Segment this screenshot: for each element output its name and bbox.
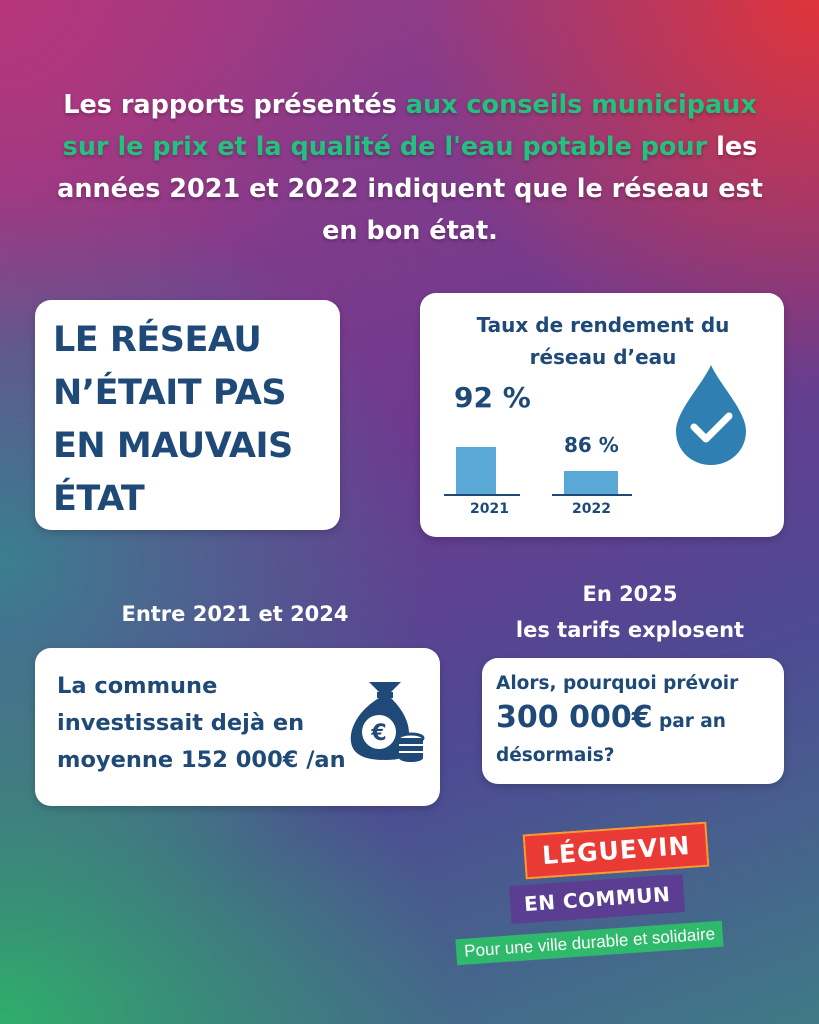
svg-text:€: € [371,721,387,746]
efficiency-chart-card [420,293,784,537]
chart-title: Taux de rendement du réseau d’eau [476,313,730,369]
bar-label-2021: 2021 [470,501,509,517]
bar-label-2022: 2022 [572,501,611,517]
headline [40,84,780,252]
question-text: Alors, pourquoi prévoir [496,673,739,694]
network-state-text: LE RÉSEAU N’ÉTAIT PAS EN MAUVAIS ÉTAT [53,320,293,519]
logo-tagline: Pour une ville durable et solidaire [455,921,724,966]
bar-2022 [564,471,618,495]
headline-highlight: aux conseils municipaux sur le prix et la qualité de l'eau potable pour [62,90,757,162]
period-label-2025: En 2025 les tarifs explosent [515,582,745,642]
headline-part-1: Les rapports présentés [63,90,406,120]
axis-line-2021 [444,494,520,496]
investment-card [35,648,440,806]
amount-period: par an [652,711,726,732]
axis-line-2022 [552,494,632,496]
period-label-2021-2024: Entre 2021 et 2024 [121,602,349,626]
money-bag-euro-icon [345,674,425,764]
question-end: désormais? [496,745,615,766]
amount-row [496,698,770,742]
water-drop-check-icon [672,363,750,467]
headline-part-3: les années 2021 et 2022 indiquent que le réseau est en bon état. [57,132,763,246]
bar-value-2021: 92 % [454,381,531,414]
logo-line-1: LÉGUEVIN [523,822,710,880]
leguevin-logo [510,818,720,934]
bar-2021 [456,447,496,495]
logo-line-2: EN COMMUN [509,874,686,924]
amount-value: 300 000€ [496,700,653,735]
question-card [482,658,784,784]
network-state-card [35,300,340,530]
investment-text: La commune investissait dejà en moyenne 152 000€ /an [57,673,346,773]
bar-value-2022: 86 % [564,433,619,457]
